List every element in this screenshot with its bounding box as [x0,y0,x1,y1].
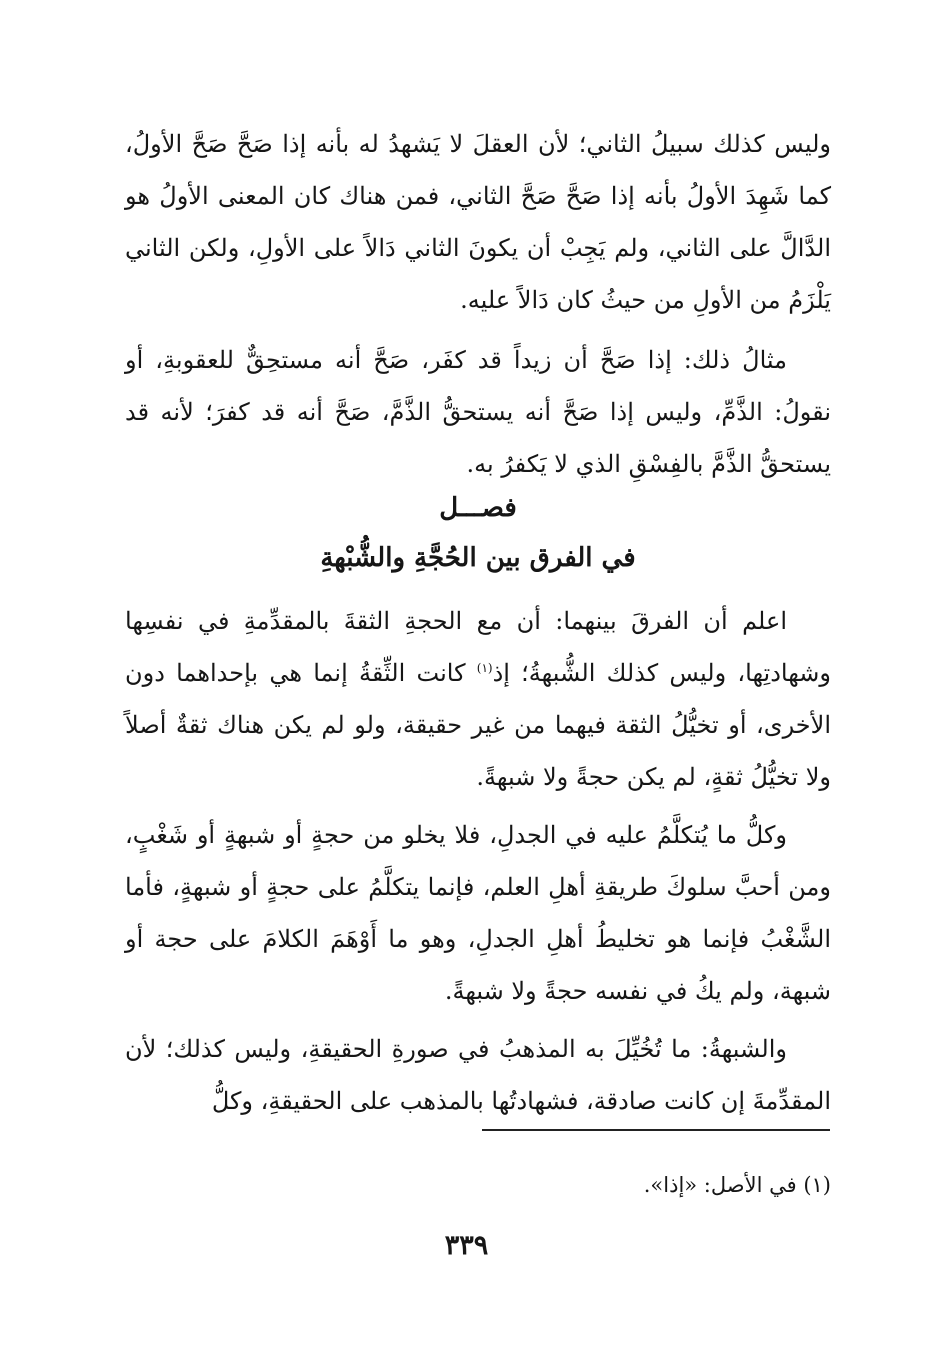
paragraph-5: والشبهةُ: ما تُخُيِّلَ به المذهبُ في صورةِ الحقيقةِ، وليس كذلك؛ لأن المقدِّمةَ إن كانت صادقة، فشهادتُها بالمذهب على الحقيقةِ، وكلُّ [125,1035,831,1115]
section-text-block [125,595,831,1127]
paragraph-3-part-2: كانت الثِّقةُ إنما هي بإحداهما دون الأخرى، أو تخيُّلُ الثقة فيهما من غير حقيقة، ولو لم يكن هناك ثقةٌ أصلاً ولا تخيُّلُ ثقةٍ، لم يكن حجةً ولا شبهةً. [125,659,831,791]
paragraph-1: وليس كذلك سبيلُ الثاني؛ لأن العقلَ لا يَشهدُ له بأنه إذا صَحَّ صَحَّ الأولُ، كما شَهِدَ الأولُ بأنه إذا صَحَّ صَحَّ الثاني، فمن هناك كان المعنى الأولُ هو الدَّالَّ على الثاني، ولم يَجِبْ أن يكونَ الثاني دَالاً على الأولِ، ولكن الثاني يَلْزَمُ من الأولِ من حيثُ كان دَالاً عليه. [125,130,831,314]
paragraph-4: وكلُّ ما يُتكلَّمُ عليه في الجدلِ، فلا يخلو من حجةٍ أو شبهةٍ أو شَغْبٍ، ومن أحبَّ سلوكَ طريقةِ أهلِ العلم، فإنما يتكلَّمُ على حجةٍ أو شبهةٍ، فأما الشَّغْبُ فإنما هو تخليطُ أهلِ الجدلِ، وهو ما أَوْهَمَ الكلامَ على حجة أو شبهة، ولم يكُ في نفسه حجةً ولا شبهةً. [125,821,831,1005]
section-title: فصـــل [439,493,517,523]
paragraph-2: مثالُ ذلك: إذا صَحَّ أن زيداً قد كفَر، صَحَّ أنه مستحِقٌّ للعقوبةِ، أو نقولُ: الذَّمِّ، وليس إذا صَحَّ أنه يستحقُّ الذَّمَّ، صَحَّ أنه قد كفرَ؛ لأنه قد يستحقُّ الذَّمَّ بالفِسْقِ الذي لا يَكفرُ به. [125,346,832,478]
paragraph-3-part-1: اعلم أن الفرقَ بينهما: أن مع الحجةِ الثقةَ بالمقدِّمةِ في نفسِها وشهادتِها، وليس كذلك الشُّبهةُ؛ إذ [125,607,831,687]
section-subtitle: في الفرق بين الحُجَّةِ والشُّبْهةِ [320,543,636,573]
footnote-separator [482,1129,830,1131]
footnote-1: (١) في الأصل: «إذا». [643,1173,831,1197]
top-text-block [125,118,831,490]
page-number: ٣٣٩ [444,1230,489,1261]
paragraph-3 [125,595,831,803]
footnote-ref-1: (١) [476,661,493,675]
